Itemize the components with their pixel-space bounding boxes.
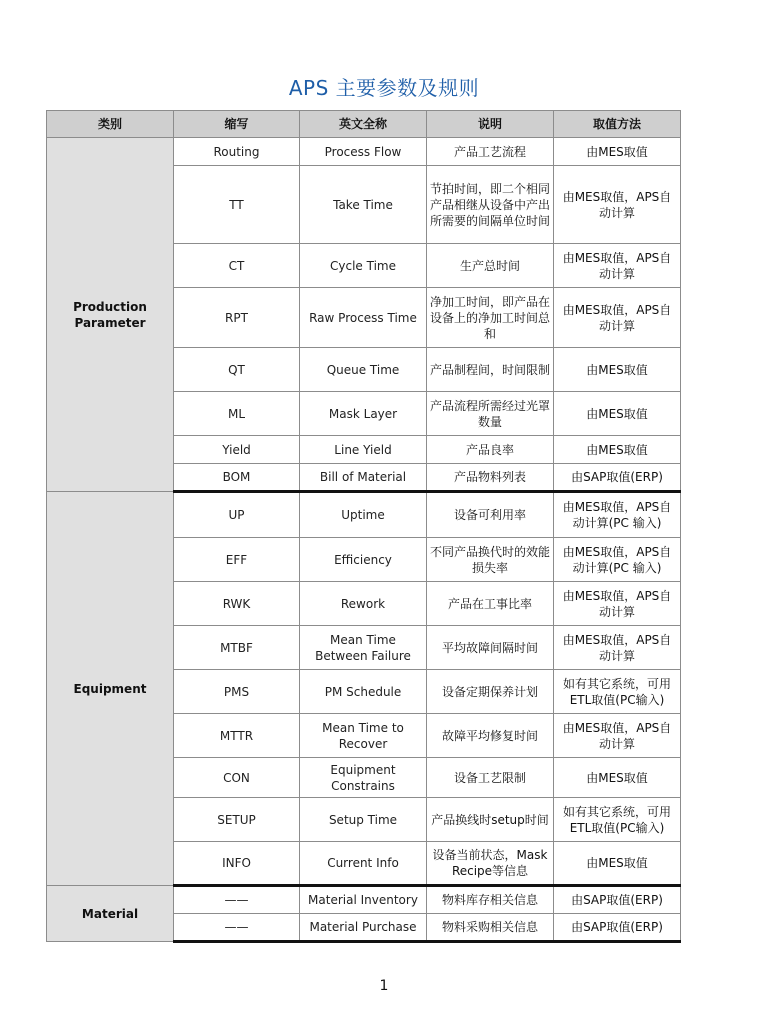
full-name-cell: Equipment Constrains (300, 758, 427, 798)
method-cell: 由MES取值，APS自动计算 (554, 244, 681, 288)
method-cell: 由MES取值 (554, 842, 681, 886)
method-cell: 由MES取值，APS自动计算 (554, 166, 681, 244)
full-name-cell: Setup Time (300, 798, 427, 842)
full-name-cell: PM Schedule (300, 670, 427, 714)
header-description: 说明 (427, 111, 554, 138)
method-cell: 如有其它系统，可用ETL取值(PC输入) (554, 798, 681, 842)
full-name-cell: Material Purchase (300, 914, 427, 942)
method-cell: 由MES取值 (554, 348, 681, 392)
page-title: APS 主要参数及规则 (288, 76, 480, 100)
method-cell: 由SAP取值(ERP) (554, 464, 681, 492)
category-cell: Material (47, 886, 174, 942)
description-cell: 节拍时间，即二个相同产品相继从设备中产出所需要的间隔单位时间 (427, 166, 554, 244)
full-name-cell: Mask Layer (300, 392, 427, 436)
description-cell: 设备当前状态，Mask Recipe等信息 (427, 842, 554, 886)
abbr-cell: SETUP (174, 798, 300, 842)
header-abbr: 缩写 (174, 111, 300, 138)
method-cell: 由MES取值，APS自动计算 (554, 714, 681, 758)
abbr-cell: MTTR (174, 714, 300, 758)
category-cell: Production Parameter (47, 138, 174, 492)
method-cell: 由MES取值，APS自动计算 (554, 582, 681, 626)
method-cell: 由MES取值，APS自动计算 (554, 626, 681, 670)
header-method: 取值方法 (554, 111, 681, 138)
parameters-table (46, 110, 681, 943)
full-name-cell: Material Inventory (300, 886, 427, 914)
table-row (47, 138, 681, 166)
abbr-cell: RWK (174, 582, 300, 626)
description-cell: 平均故障间隔时间 (427, 626, 554, 670)
abbr-cell: ML (174, 392, 300, 436)
method-cell: 如有其它系统，可用ETL取值(PC输入) (554, 670, 681, 714)
method-cell: 由MES取值，APS自动计算(PC 输入) (554, 538, 681, 582)
method-cell: 由MES取值 (554, 436, 681, 464)
full-name-cell: Efficiency (300, 538, 427, 582)
method-cell: 由MES取值，APS自动计算(PC 输入) (554, 492, 681, 538)
full-name-cell: Current Info (300, 842, 427, 886)
header-category: 类别 (47, 111, 174, 138)
full-name-cell: Bill of Material (300, 464, 427, 492)
table-row (47, 492, 681, 538)
description-cell: 生产总时间 (427, 244, 554, 288)
full-name-cell: Mean Time to Recover (300, 714, 427, 758)
description-cell: 故障平均修复时间 (427, 714, 554, 758)
abbr-cell: BOM (174, 464, 300, 492)
full-name-cell: Uptime (300, 492, 427, 538)
full-name-cell: Rework (300, 582, 427, 626)
full-name-cell: Process Flow (300, 138, 427, 166)
abbr-cell: Yield (174, 436, 300, 464)
description-cell: 产品换线时setup时间 (427, 798, 554, 842)
description-cell: 净加工时间，即产品在设备上的净加工时间总和 (427, 288, 554, 348)
method-cell: 由MES取值 (554, 758, 681, 798)
description-cell: 产品工艺流程 (427, 138, 554, 166)
full-name-cell: Line Yield (300, 436, 427, 464)
full-name-cell: Cycle Time (300, 244, 427, 288)
abbr-cell: QT (174, 348, 300, 392)
table-row (47, 886, 681, 914)
method-cell: 由SAP取值(ERP) (554, 914, 681, 942)
description-cell: 产品在工事比率 (427, 582, 554, 626)
abbr-cell: CON (174, 758, 300, 798)
description-cell: 产品物料列表 (427, 464, 554, 492)
abbr-cell: —— (174, 886, 300, 914)
full-name-cell: Take Time (300, 166, 427, 244)
description-cell: 物料库存相关信息 (427, 886, 554, 914)
abbr-cell: Routing (174, 138, 300, 166)
abbr-cell: UP (174, 492, 300, 538)
header-full-name: 英文全称 (300, 111, 427, 138)
description-cell: 不同产品换代时的效能损失率 (427, 538, 554, 582)
abbr-cell: EFF (174, 538, 300, 582)
method-cell: 由MES取值 (554, 392, 681, 436)
abbr-cell: PMS (174, 670, 300, 714)
description-cell: 产品流程所需经过光罩数量 (427, 392, 554, 436)
abbr-cell: —— (174, 914, 300, 942)
abbr-cell: MTBF (174, 626, 300, 670)
description-cell: 产品良率 (427, 436, 554, 464)
full-name-cell: Mean Time Between Failure (300, 626, 427, 670)
table-header-row (47, 111, 681, 138)
description-cell: 产品制程间，时间限制 (427, 348, 554, 392)
description-cell: 设备工艺限制 (427, 758, 554, 798)
category-cell: Equipment (47, 492, 174, 886)
method-cell: 由MES取值 (554, 138, 681, 166)
full-name-cell: Raw Process Time (300, 288, 427, 348)
abbr-cell: INFO (174, 842, 300, 886)
description-cell: 物料采购相关信息 (427, 914, 554, 942)
abbr-cell: TT (174, 166, 300, 244)
abbr-cell: RPT (174, 288, 300, 348)
page-number: 1 (379, 978, 389, 994)
method-cell: 由SAP取值(ERP) (554, 886, 681, 914)
description-cell: 设备定期保养计划 (427, 670, 554, 714)
full-name-cell: Queue Time (300, 348, 427, 392)
method-cell: 由MES取值，APS自动计算 (554, 288, 681, 348)
description-cell: 设备可利用率 (427, 492, 554, 538)
abbr-cell: CT (174, 244, 300, 288)
